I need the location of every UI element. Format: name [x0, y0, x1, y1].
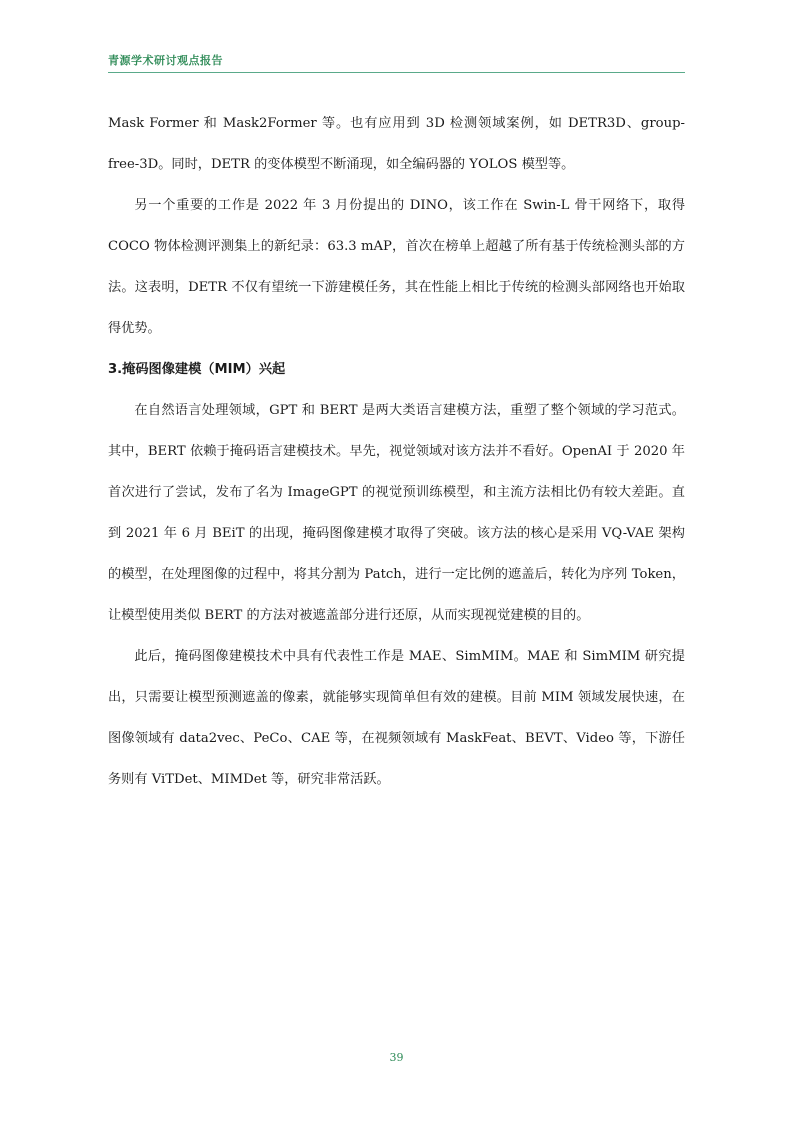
paragraph-mim-history: 在自然语言处理领域，GPT 和 BERT 是两大类语言建模方法，重塑了整个领域的学习范式。其中，BERT 依赖于掩码语言建模技术。早先，视觉领域对该方法并不看好。OpenAI 于 2020 年首次进行了尝试，发布了名为 ImageGPT 的视觉预训练模型，和主流方法相比仍有较大差距。直到 2021 年 6 月 BEiT 的出现，掩码图像建模才取得了突破。该方法的核心是采用 VQ-VAE 架构的模型，在处理图像的过程中，将其分割为 Patch，进行一定比例的遮盖后，转化为序列 Token，让模型使用类似 BERT 的方法对被遮盖部分进行还原，从而实现视觉建模的目的。 — [108, 403, 685, 623]
page-number: 39 — [389, 1051, 404, 1064]
paragraph-continuation: Mask Former 和 Mask2Former 等。也有应用到 3D 检测领域案例，如 DETR3D、group-free-3D。同时，DETR 的变体模型不断涌现，如全编码器的 YOLOS 模型等。 — [108, 116, 685, 172]
page-header — [108, 54, 685, 73]
section-heading-mim: 3.掩码图像建模（MIM）兴起 — [108, 362, 286, 377]
report-title: 青源学术研讨观点报告 — [108, 54, 223, 67]
document-body — [108, 103, 685, 800]
header-divider — [108, 72, 685, 73]
paragraph-mim-followup: 此后，掩码图像建模技术中具有代表性工作是 MAE、SimMIM。MAE 和 SimMIM 研究提出，只需要让模型预测遮盖的像素，就能够实现简单但有效的建模。目前 MIM 领域发展快速，在图像领域有 data2vec、PeCo、CAE 等，在视频领域有 MaskFeat、BEVT、Video 等，下游任务则有 ViTDet、MIMDet 等，研究非常活跃。 — [108, 649, 685, 787]
paragraph-dino: 另一个重要的工作是 2022 年 3 月份提出的 DINO，该工作在 Swin-L 骨干网络下，取得 COCO 物体检测评测集上的新纪录：63.3 mAP，首次在榜单上超越了所有基于传统检测头部的方法。这表明，DETR 不仅有望统一下游建模任务，其在性能上相比于传统的检测头部网络也开始取得优势。 — [108, 198, 685, 336]
